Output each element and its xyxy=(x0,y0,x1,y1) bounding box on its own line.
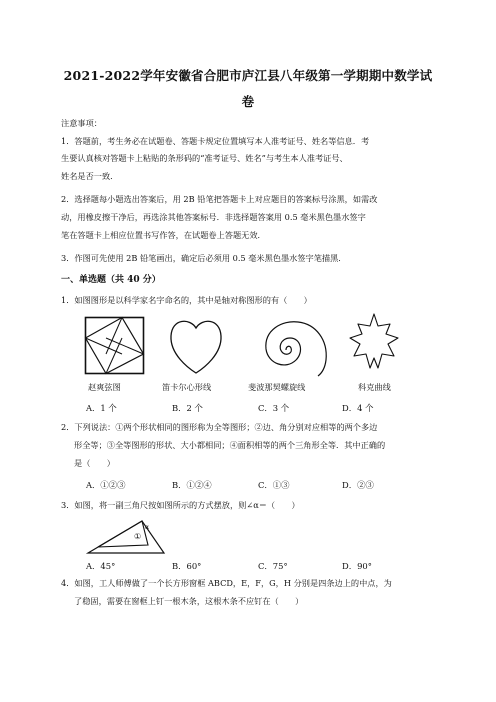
note-line: 动，用橡皮擦干净后，再选涂其他答案标号．非选择题答案用 0.5 毫米黑色墨水签字 xyxy=(61,212,366,222)
section-heading: 一、单选题（共 40 分） xyxy=(61,275,161,285)
q1-option-a[interactable]: A．1 个 xyxy=(86,403,117,413)
q2-stem-line2: 形全等；③全等图形的形状、大小都相同；④面积相等的两个三角形全等．其中正确的 xyxy=(74,440,386,450)
q3-option-b[interactable]: B．60° xyxy=(172,561,202,571)
note-line: 生要认真核对答题卡上粘贴的条形码的“准考证号、姓名”与考生本人准考证号、 xyxy=(61,153,348,163)
q2-stem-line1: 2．下列说法：①两个形状相同的图形称为全等图形；②边、角分别对应相等的两个多边 xyxy=(61,422,378,432)
q2-option-a[interactable]: A．①②③ xyxy=(86,480,126,490)
q2-option-c[interactable]: C．①③ xyxy=(258,480,290,490)
exam-title-line2: 卷 xyxy=(241,94,255,109)
q3-option-a[interactable]: A．45° xyxy=(86,561,116,571)
exam-title-line1: 2021-2022学年安徽省合肥市庐江县八年级第一学期期中数学试 xyxy=(63,68,433,83)
cardioid-figure xyxy=(168,316,224,376)
note-line: 笔在答题卡上相应位置书写作答，在试题卷上答题无效． xyxy=(61,230,266,240)
q1-option-b[interactable]: B．2 个 xyxy=(172,403,203,413)
figure-caption: 赵爽弦图 xyxy=(88,382,121,392)
zhao-shuang-figure xyxy=(84,316,148,378)
figure-caption: 科克曲线 xyxy=(358,382,391,392)
fibonacci-spiral-figure xyxy=(246,316,332,378)
figure-caption: 笛卡尔心形线 xyxy=(162,382,212,392)
note-line: 1．答题前，考生务必在试题卷、答题卡规定位置填写本人准考证号、姓名等信息．考 xyxy=(61,136,370,146)
q4-stem-line1: 4．如图，工人师傅做了一个长方形窗框 ABCD，E，F，G，H 分别是四条边上的中点，为 xyxy=(61,578,392,588)
q4-stem-line2: 了稳固，需要在窗框上钉一根木条，这根木条不应钉在（ ） xyxy=(74,596,304,606)
q2-stem-line3: 是（ ） xyxy=(74,458,115,468)
angle-alpha-label: α xyxy=(145,524,150,531)
q1-option-c[interactable]: C．3 个 xyxy=(258,403,290,413)
note-line: 姓名是否一致． xyxy=(61,171,119,181)
q3-stem: 3．如图，将一副三角尺按如图所示的方式摆放，则∠α＝（ ） xyxy=(61,500,300,510)
figure-caption: 斐波那契螺旋线 xyxy=(248,382,306,392)
q3-option-d[interactable]: D．90° xyxy=(342,561,372,571)
q1-option-d[interactable]: D．4 个 xyxy=(342,403,374,413)
q3-option-c[interactable]: C．75° xyxy=(258,561,288,571)
koch-snowflake-figure xyxy=(340,312,408,380)
notes-heading: 注意事项： xyxy=(61,118,102,128)
figure-marker: ① xyxy=(134,532,142,541)
set-squares-figure xyxy=(86,515,168,555)
note-line: 3．作图可先使用 2B 铅笔画出，确定后必须用 0.5 毫米黑色墨水签字笔描黑． xyxy=(61,253,347,263)
q2-option-d[interactable]: D．②③ xyxy=(342,480,374,490)
q1-stem: 1．如图图形是以科学家名字命名的，其中是轴对称图形的有（ ） xyxy=(61,295,312,305)
q2-option-b[interactable]: B．①②④ xyxy=(172,480,212,490)
note-line: 2．选择题每小题选出答案后，用 2B 铅笔把答题卡上对应题目的答案标号涂黑，如需改 xyxy=(61,194,378,204)
